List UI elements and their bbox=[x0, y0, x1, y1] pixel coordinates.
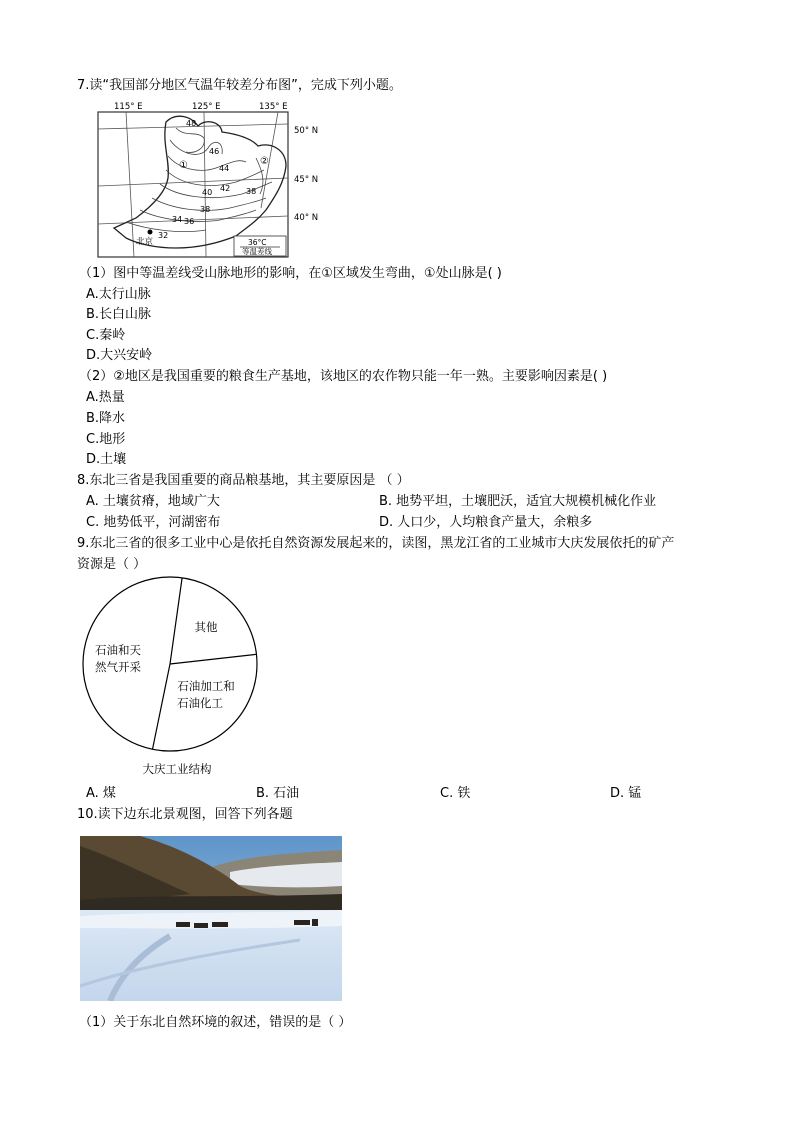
q8-option-b[interactable]: B. 地势平坦，土壤肥沃，适宜大规模机械化作业 bbox=[379, 494, 657, 509]
isoline-label: 32 bbox=[158, 231, 169, 240]
isoline-label: 40 bbox=[202, 188, 213, 197]
map-lon-label: 125° E bbox=[192, 102, 221, 112]
q8-stem: 8.东北三省是我国重要的商品粮基地，其主要原因是 （ ） bbox=[77, 473, 410, 488]
q7-sub2-option-c[interactable]: C.地形 bbox=[86, 432, 126, 447]
pie-label-oil-gas: 石油和天 bbox=[95, 643, 141, 657]
q9-stem-line2: 资源是（ ） bbox=[77, 557, 147, 572]
isoline-label: 38 bbox=[246, 187, 257, 196]
q10-sub1-stem: （1）关于东北自然环境的叙述，错误的是（ ） bbox=[79, 1015, 352, 1030]
isoline-label: 48 bbox=[186, 119, 197, 128]
pie-chart-title: 大庆工业结构 bbox=[142, 762, 212, 776]
q7-sub2-option-b[interactable]: B.降水 bbox=[86, 411, 126, 426]
daqing-industry-pie-chart bbox=[70, 576, 270, 782]
q7-sub1-option-d[interactable]: D.大兴安岭 bbox=[86, 348, 153, 363]
q10-stem: 10.读下边东北景观图，回答下列各题 bbox=[77, 807, 293, 822]
q7-sub2-option-d[interactable]: D.土壤 bbox=[86, 452, 127, 467]
q8-option-d[interactable]: D. 人口少，人均粮食产量大，余粮多 bbox=[379, 515, 593, 530]
region-mark-2: ② bbox=[260, 156, 269, 167]
q9-option-a[interactable]: A. 煤 bbox=[86, 786, 116, 801]
temperature-range-map bbox=[96, 98, 330, 260]
map-lon-label: 115° E bbox=[114, 102, 143, 112]
northeast-winter-landscape-photo bbox=[80, 836, 342, 1001]
q7-stem: 7.读“我国部分地区气温年较差分布图”，完成下列小题。 bbox=[77, 78, 402, 93]
q9-option-b[interactable]: B. 石油 bbox=[256, 786, 300, 801]
legend-value: 36°C bbox=[248, 238, 267, 247]
isoline-label: 42 bbox=[220, 184, 231, 193]
q7-sub1-option-c[interactable]: C.秦岭 bbox=[86, 328, 126, 343]
q9-option-d[interactable]: D. 锰 bbox=[610, 786, 642, 801]
q7-sub1-stem: （1）图中等温差线受山脉地形的影响，在①区域发生弯曲，①处山脉是( ) bbox=[79, 266, 502, 281]
isoline-label: 44 bbox=[219, 164, 230, 173]
map-lat-label: 50° N bbox=[294, 126, 319, 136]
isoline-label: 34 bbox=[172, 215, 183, 224]
map-lat-label: 45° N bbox=[294, 175, 319, 185]
isoline-label: 38 bbox=[200, 205, 211, 214]
isoline-label: 46 bbox=[209, 147, 220, 156]
isoline-label: 36 bbox=[184, 217, 195, 226]
q7-sub1-option-a[interactable]: A.太行山脉 bbox=[86, 287, 151, 302]
beijing-point bbox=[148, 230, 153, 235]
city-label: 北京 bbox=[136, 237, 154, 247]
q8-option-c[interactable]: C. 地势低平，河湖密布 bbox=[86, 515, 221, 530]
legend-label: 等温差线 bbox=[242, 247, 272, 256]
pie-label-other: 其他 bbox=[194, 620, 218, 634]
region-mark-1: ① bbox=[179, 160, 188, 171]
q8-option-a[interactable]: A. 土壤贫瘠，地域广大 bbox=[86, 494, 220, 509]
map-lon-label: 135° E bbox=[259, 102, 288, 112]
q9-stem-line1: 9.东北三省的很多工业中心是依托自然资源发展起来的，读图，黑龙江省的工业城市大庆发展依托的矿产 bbox=[77, 536, 675, 551]
q9-option-c[interactable]: C. 铁 bbox=[440, 786, 471, 801]
q7-sub2-stem: （2）②地区是我国重要的粮食生产基地，该地区的农作物只能一年一熟。主要影响因素是( ) bbox=[79, 369, 608, 384]
pie-label-petro: 石油加工和 bbox=[177, 679, 235, 693]
q7-sub1-option-b[interactable]: B.长白山脉 bbox=[86, 307, 152, 322]
q7-sub2-option-a[interactable]: A.热量 bbox=[86, 390, 125, 405]
map-lat-label: 40° N bbox=[294, 213, 319, 223]
pie-label-oil-gas: 然气开采 bbox=[95, 660, 141, 674]
pie-label-petro: 石油化工 bbox=[177, 696, 223, 710]
